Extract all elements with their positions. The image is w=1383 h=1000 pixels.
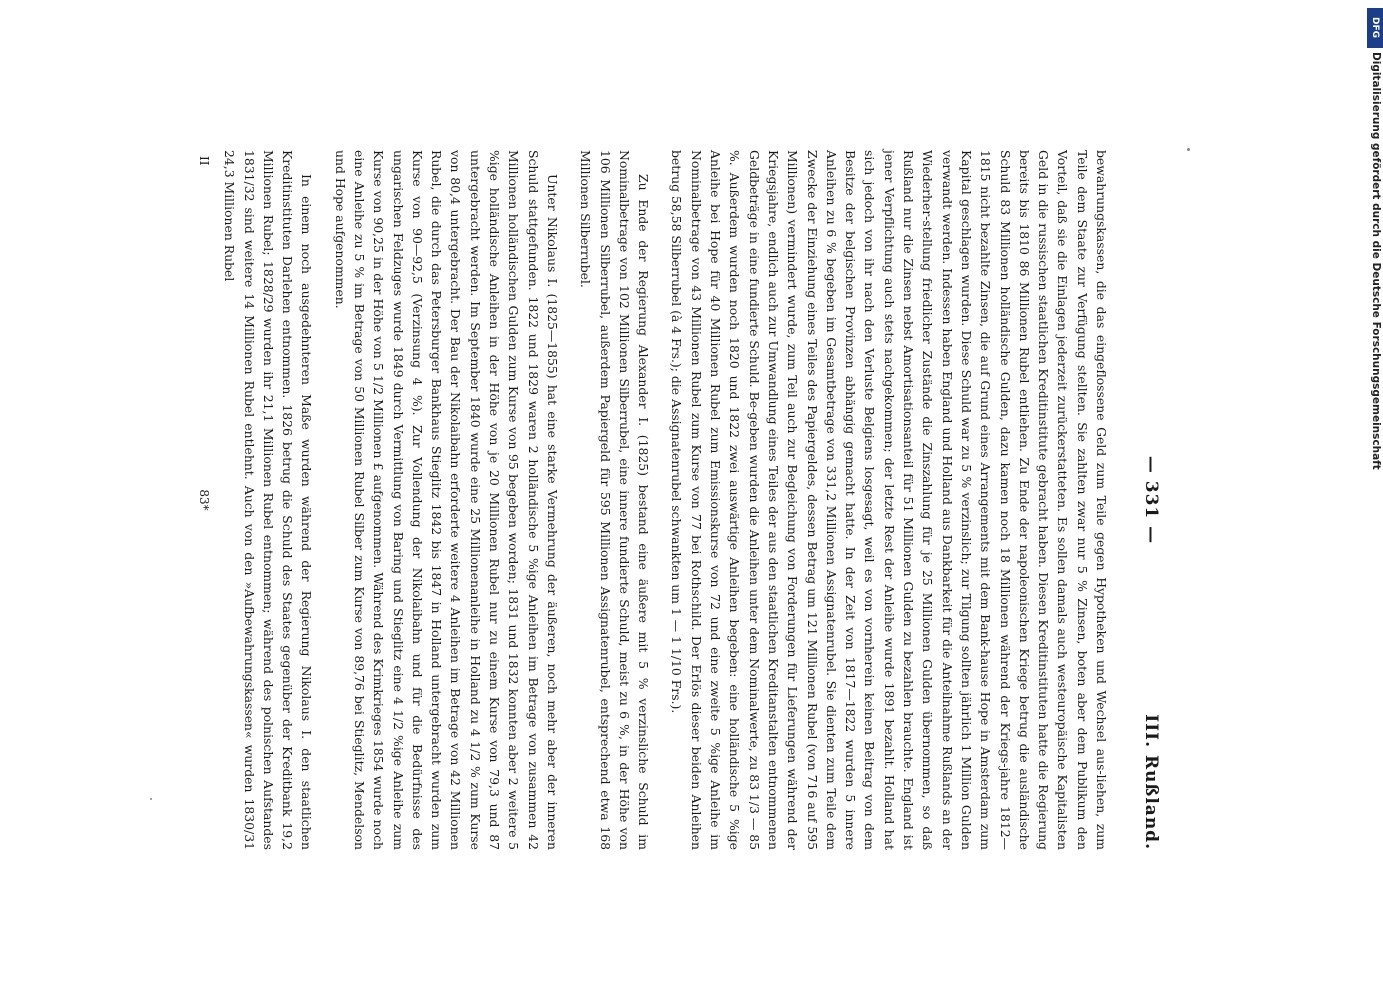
paragraph-1: bewahrungskassen, die das eingeflossene Geld zum Teile gegen Hypotheken und Wechsel aus-liehen, zum Teile dem Staate zur Verfügung stellten. Sie zahlten zwar nur 5 % Zinsen, boten aber dem Publikum den Vorteil, daß sie die Einlagen jederzeit zurückerstatteten. Es sollen damals auch westeuropäische Kapitalisten Geld in die russischen staatlichen Kreditinstitute gebracht haben. Diesen Kreditinstituten hatte die Regierung bereits bis 1810 86 Millionen Rubel entliehen. Zu Ende der napoleonischen Kriege betrug die ausländische Schuld 83 Millionen holländische Gulden, dazu kamen noch 18 Millionen während der Kriegs-jahre 1812—1815 nicht bezahlte Zinsen, die auf Grund eines Arrangements mit dem Bank-hause Hope in Amsterdam zum Kapital geschlagen wurden. Diese Schuld war zu 5 % verzinslich; zur Tilgung sollten jährlich 1 Million Gulden verwandt werden. Indessen haben England und Holland aus Dankbarkeit für die Anteilnahme Rußlands an der Wiederher-stellung friedlicher Zustände die Zinszahlung für je 25 Millionen Gulden übernommen, so daß Rußland nur die Zinsen nebst Amortisationsanteil für 51 Millionen Gulden zu bezahlen brauchte. England ist jener Verpflichtung auch stets nachgekommen; der letzte Rest der Anleihe wurde 1891 bezahlt. Holland hat sich jedoch von ihr nach den Verluste Belgiens losgesagt, weil es von vornherein keinen Beitrag von dem Besitze der belgischen Provinzen abhängig gemacht hatte. In der Zeit von 1817—1822 wurden 5 innere Anleihen zu 6 % begeben im Gesamtbetrage von 331,2 Millionen Assignatenrubel. Sie dienten zum Teile dem Zwecke der Einziehung eines Teiles des Papiergeldes, dessen Betrag um 121 Millionen Rubel (von 716 auf 595 Millionen) vermindert wurde, zum Teil auch zur Begleichung von Forderungen für Lieferungen während der Kriegsjahre, endlich auch zur Umwandlung eines Teiles der aus den staatlichen Kreditanstalten entnommenen Geldbeträge in eine fundierte Schuld. Be-geben wurden die Anleihen unter dem Nominalwerte, zu 83 1/3 — 85 %. Außerdem wurden noch 1820 und 1822 zwei auswärtige Anleihen begeben: eine holländische 5 %ige Anleihe bei Hope für 40 Millionen Rubel zum Emissionskurse von 72 und eine zweite 5 %ige Anleihe im Nominalbetrage von 43 Millionen Rubel zum Kurse von 77 bei Rothschild. Der Erlös dieser beiden Anleihen betrug 58,58 Silberrubel (à 4 Frs.); die Assignatenrubel schwankten um 1 — 1 1/10 Frs.).: [669, 150, 1109, 850]
page-number: — 331 —: [1141, 455, 1161, 545]
signature-mark: II: [197, 156, 211, 166]
section-title: III. Rußland.: [1141, 714, 1161, 850]
rotated-book-page: [191, 150, 1191, 850]
digitization-credit: [1361, 0, 1383, 1000]
scan-speck: [150, 798, 152, 800]
page-header: [1131, 150, 1191, 850]
scan-speck: [1187, 148, 1190, 151]
paragraph-3: Unter Nikolaus I. (1825—1855) hat eine starke Vermehrung der äußeren, noch mehr aber der inneren Schuld stattgefunden. 1822 und 1829 waren 2 holländische 5 %ige Anleihen im Betrage von zusammen 42 Millionen holländischen Gulden zum Kurse von 95 begeben worden; 1831 und 1832 konnten aber 2 weitere 5 %ige holländische Anleihen in der Höhe von je 20 Millionen Rubel nur zu einem Kurse von 79,3 und 87 untergebracht werden. Im September 1840 wurde eine 25 Millionenanleihe in Holland zu 4 1/2 % zum Kurse von 80,4 untergebracht. Der Bau der Nikolaibahn erforderte weitere 4 Anleihen im Betrage von 42 Millionen Rubel, die durch das Petersburger Bankhaus Stieglitz 1842 bis 1847 in Holland untergebracht wurden zum Kurse von 90—92,5 (Verzinsung 4 %). Zur Vollendung der Nikolaibahn und für die Bedürfnisse des ungarischen Feldzuges wurde 1849 durch Vermittlung von Baring und Stieglitz eine 4 1/2 %ige Anleihe zum Kurse von 90,25 in der Höhe von 5 1/2 Millionen £ aufgenommen. Während des Krimkrieges 1854 wurde noch eine Anleihe zu 5 % im Betrage von 50 Millionen Rubel Silber zum Kurse von 89,76 bei Stieglitz, Mendelson und Hope aufgenommen.: [332, 150, 560, 850]
credit-text: Digitalisierung gefördert durch die Deutsche Forschungsgemeinschaft: [1370, 52, 1382, 470]
paragraph-4: In einem noch ausgedehnteren Maße wurden während der Regierung Nikolaus I. den staatlichen Kreditinstituten Darlehen entnommen. 1826 betrug die Schuld des Staates gegenüber der Kreditbank 19,2 Millionen Rubel; 1828/29 wurden ihr 21,1 Millionen Rubel entnommen; während des polnischen Aufstandes 1831/32 sind weitere 14 Millionen Rubel entlehnt. Auch von den »Aufbewahrungskassen« wurden 1830/31 24,3 Millionen Rubel: [222, 150, 315, 850]
dfg-logo-icon: DFG: [1367, 8, 1383, 48]
page-body: [206, 150, 1111, 850]
paragraph-2: Zu Ende der Regierung Alexander I. (1825) bestand eine äußere mit 5 % verzinsliche Schuld im Nominalbetrage von 102 Millionen Silberrubel, eine innere fundierte Schuld, meist zu 6 %, in der Höhe von 106 Millionen Silberrubel, außerdem Papiergeld für 595 Millionen Assignatenrubel, entsprechend etwa 168 Millionen Silberrubel.: [578, 150, 652, 850]
page-footer: [191, 150, 211, 850]
sheet-number: 83*: [197, 489, 211, 511]
